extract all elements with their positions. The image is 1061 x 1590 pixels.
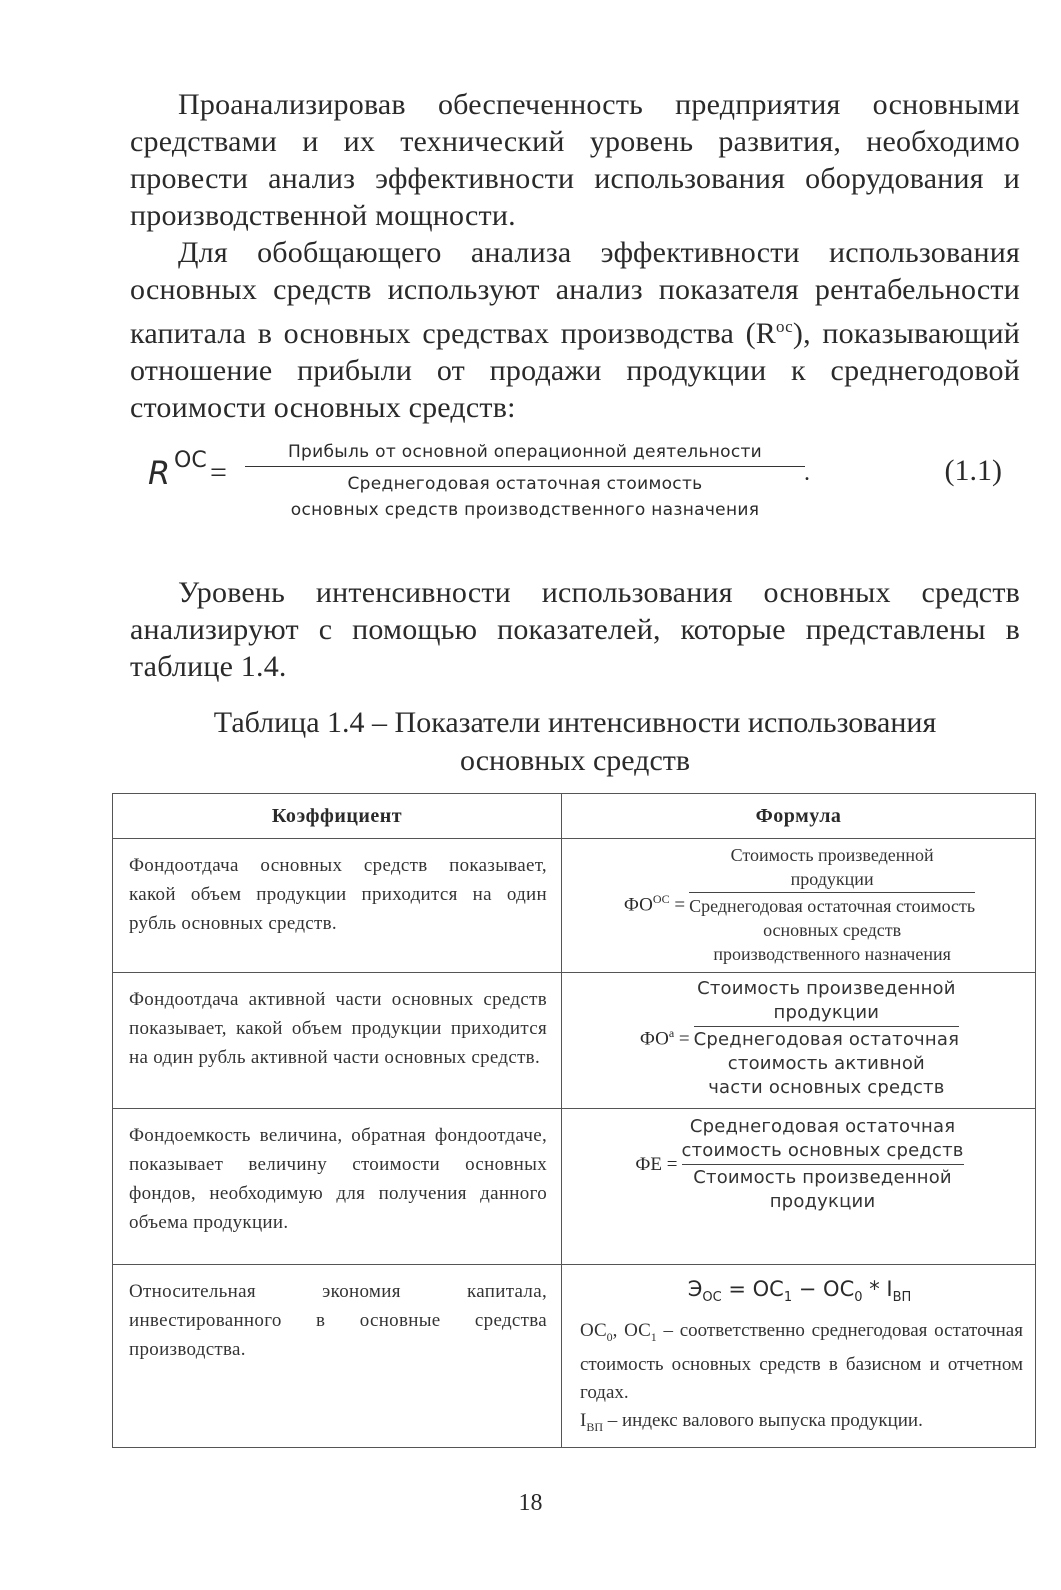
row-2-den3: части основных средств xyxy=(708,1077,945,1098)
table-header-row xyxy=(113,794,1036,839)
formula-dot: . xyxy=(804,460,810,486)
econ-oc0: − ОС xyxy=(792,1277,855,1301)
formula-number: (1.1) xyxy=(944,454,1002,487)
formula-denominator-line2: основных средств производственного назначения xyxy=(290,500,760,520)
row-3-num2: стоимость основных средств xyxy=(681,1140,964,1161)
row-4-description: Относительная экономия капитала, инвестированного в основные средства производства. xyxy=(113,1265,562,1448)
formula-1-1 xyxy=(140,442,1010,532)
row-1-formula xyxy=(562,839,1036,973)
note1-oc: ОС xyxy=(580,1320,607,1342)
econ-oc0-sub: 0 xyxy=(854,1290,863,1306)
formula-lhs-sup: ОС xyxy=(174,448,207,473)
formula-numerator: Прибыль от основной операционной деятельности xyxy=(245,442,805,467)
row-1-den2: основных средств xyxy=(763,920,902,940)
table-row xyxy=(113,1265,1036,1448)
row-1-lhs-sup: ОС xyxy=(652,892,670,907)
note2-text: – индекс валового выпуска продукции. xyxy=(603,1409,923,1431)
note1-text: – соответственно среднегодовая остаточная стоимость основных средств в базисном и отчетном годах. xyxy=(580,1320,1023,1403)
row-4-note-2 xyxy=(580,1407,1023,1441)
table-row xyxy=(113,839,1036,973)
econ-e: Э xyxy=(687,1277,703,1301)
table-caption xyxy=(130,704,1020,780)
row-2-description: Фондоотдача активной части основных средств показывает, какой объем продукции приходится на один рубль активной части основных средств. xyxy=(113,973,562,1109)
row-2-lhs: $ФО^а$ = xyxy=(639,1026,690,1050)
row-1-num1: Стоимость произведенной xyxy=(730,845,934,865)
row-4-notes xyxy=(570,1317,1029,1441)
note1-oc1: , ОС xyxy=(612,1320,651,1342)
row-3-formula xyxy=(562,1109,1036,1265)
row-4-economy-formula xyxy=(570,1269,1029,1317)
formula-fraction xyxy=(245,442,805,523)
row-3-description: Фондоемкость величина, обратная фондоотдаче, показывает величину стоимости основных фондов, необходимую для получения данного объема продукции. xyxy=(113,1109,562,1265)
header-coefficient: Коэффициент xyxy=(113,794,562,839)
table-caption-line1: Таблица 1.4 – Показатели интенсивности использования xyxy=(213,706,937,739)
note2-i: I xyxy=(580,1409,587,1431)
paragraph-3: Уровень интенсивности использования основных средств анализируют с помощью показателей, которые представлены в таблице 1.4. xyxy=(130,576,1020,683)
row-1-den3: производственного назначения xyxy=(713,944,951,964)
page-number: 18 xyxy=(518,1490,543,1516)
formula-equals: = xyxy=(210,456,227,489)
roc-superscript: ос xyxy=(776,317,793,336)
paragraph-1: Проанализировав обеспеченность предприятия основными средствами и их технический уровень развития, необходимо провести анализ эффективности использования оборудования и производственной мощности. xyxy=(130,88,1020,232)
table-row xyxy=(113,973,1036,1109)
econ-ivp: * I xyxy=(862,1277,893,1301)
paragraph-2-tail: ), показывающий отношение прибыли от продажи продукции к среднегодовой стоимости основных средств: xyxy=(130,317,1020,424)
table-row xyxy=(113,1109,1036,1265)
econ-oc1-sub: 1 xyxy=(783,1290,793,1306)
row-1-num2: продукции xyxy=(790,869,874,889)
row-2-num1: Стоимость произведенной xyxy=(697,978,956,999)
row-2-den2: стоимость активной xyxy=(727,1053,925,1074)
row-1-lhs-text: ФО xyxy=(623,894,653,916)
formula-lhs: R xyxy=(148,454,171,492)
row-1-lhs: $ФО^{ОС}$ = xyxy=(623,892,686,916)
econ-oc1: = ОС xyxy=(721,1277,784,1301)
row-4-note-1 xyxy=(580,1317,1023,1407)
table-caption-line2: основных средств xyxy=(459,744,691,777)
econ-ivp-sub: ВП xyxy=(892,1290,912,1306)
note1-sub1: 1 xyxy=(650,1329,657,1344)
formula-denominator xyxy=(245,467,805,523)
row-3-num1: Среднегодовая остаточная xyxy=(689,1116,956,1137)
row-2-den1: Среднегодовая остаточная xyxy=(693,1029,960,1050)
row-3-den1: Стоимость произведенной xyxy=(693,1167,952,1188)
paragraph-2-text: Для обобщающего анализа эффективности использования основных средств используют анализ показателя рентабельности капитала в основных средствах производства (R xyxy=(130,236,1020,350)
paragraph-2 xyxy=(130,234,1020,426)
note1-sub0: 0 xyxy=(606,1329,613,1344)
header-formula: Формула xyxy=(562,794,1036,839)
row-3-den2: продукции xyxy=(769,1191,876,1212)
formula-denominator-line1: Среднегодовая остаточная стоимость xyxy=(347,474,703,494)
row-2-num2: продукции xyxy=(773,1002,880,1023)
row-1-den1: Среднегодовая остаточная стоимость xyxy=(689,896,976,916)
row-2-formula xyxy=(562,973,1036,1109)
note2-sub: ВП xyxy=(586,1419,603,1434)
row-1-description: Фондоотдача основных средств показывает, какой объем продукции приходится на один рубль основных средств. xyxy=(113,839,562,973)
row-3-lhs: ФЕ = xyxy=(635,1153,678,1175)
row-4-formula xyxy=(562,1265,1036,1448)
row-2-lhs-sup: а xyxy=(668,1026,675,1041)
row-3-lhs-text: ФЕ xyxy=(635,1153,663,1175)
row-2-lhs-text: ФО xyxy=(639,1028,669,1050)
econ-e-sub: ОС xyxy=(702,1290,722,1306)
indicators-table xyxy=(112,793,1036,1448)
